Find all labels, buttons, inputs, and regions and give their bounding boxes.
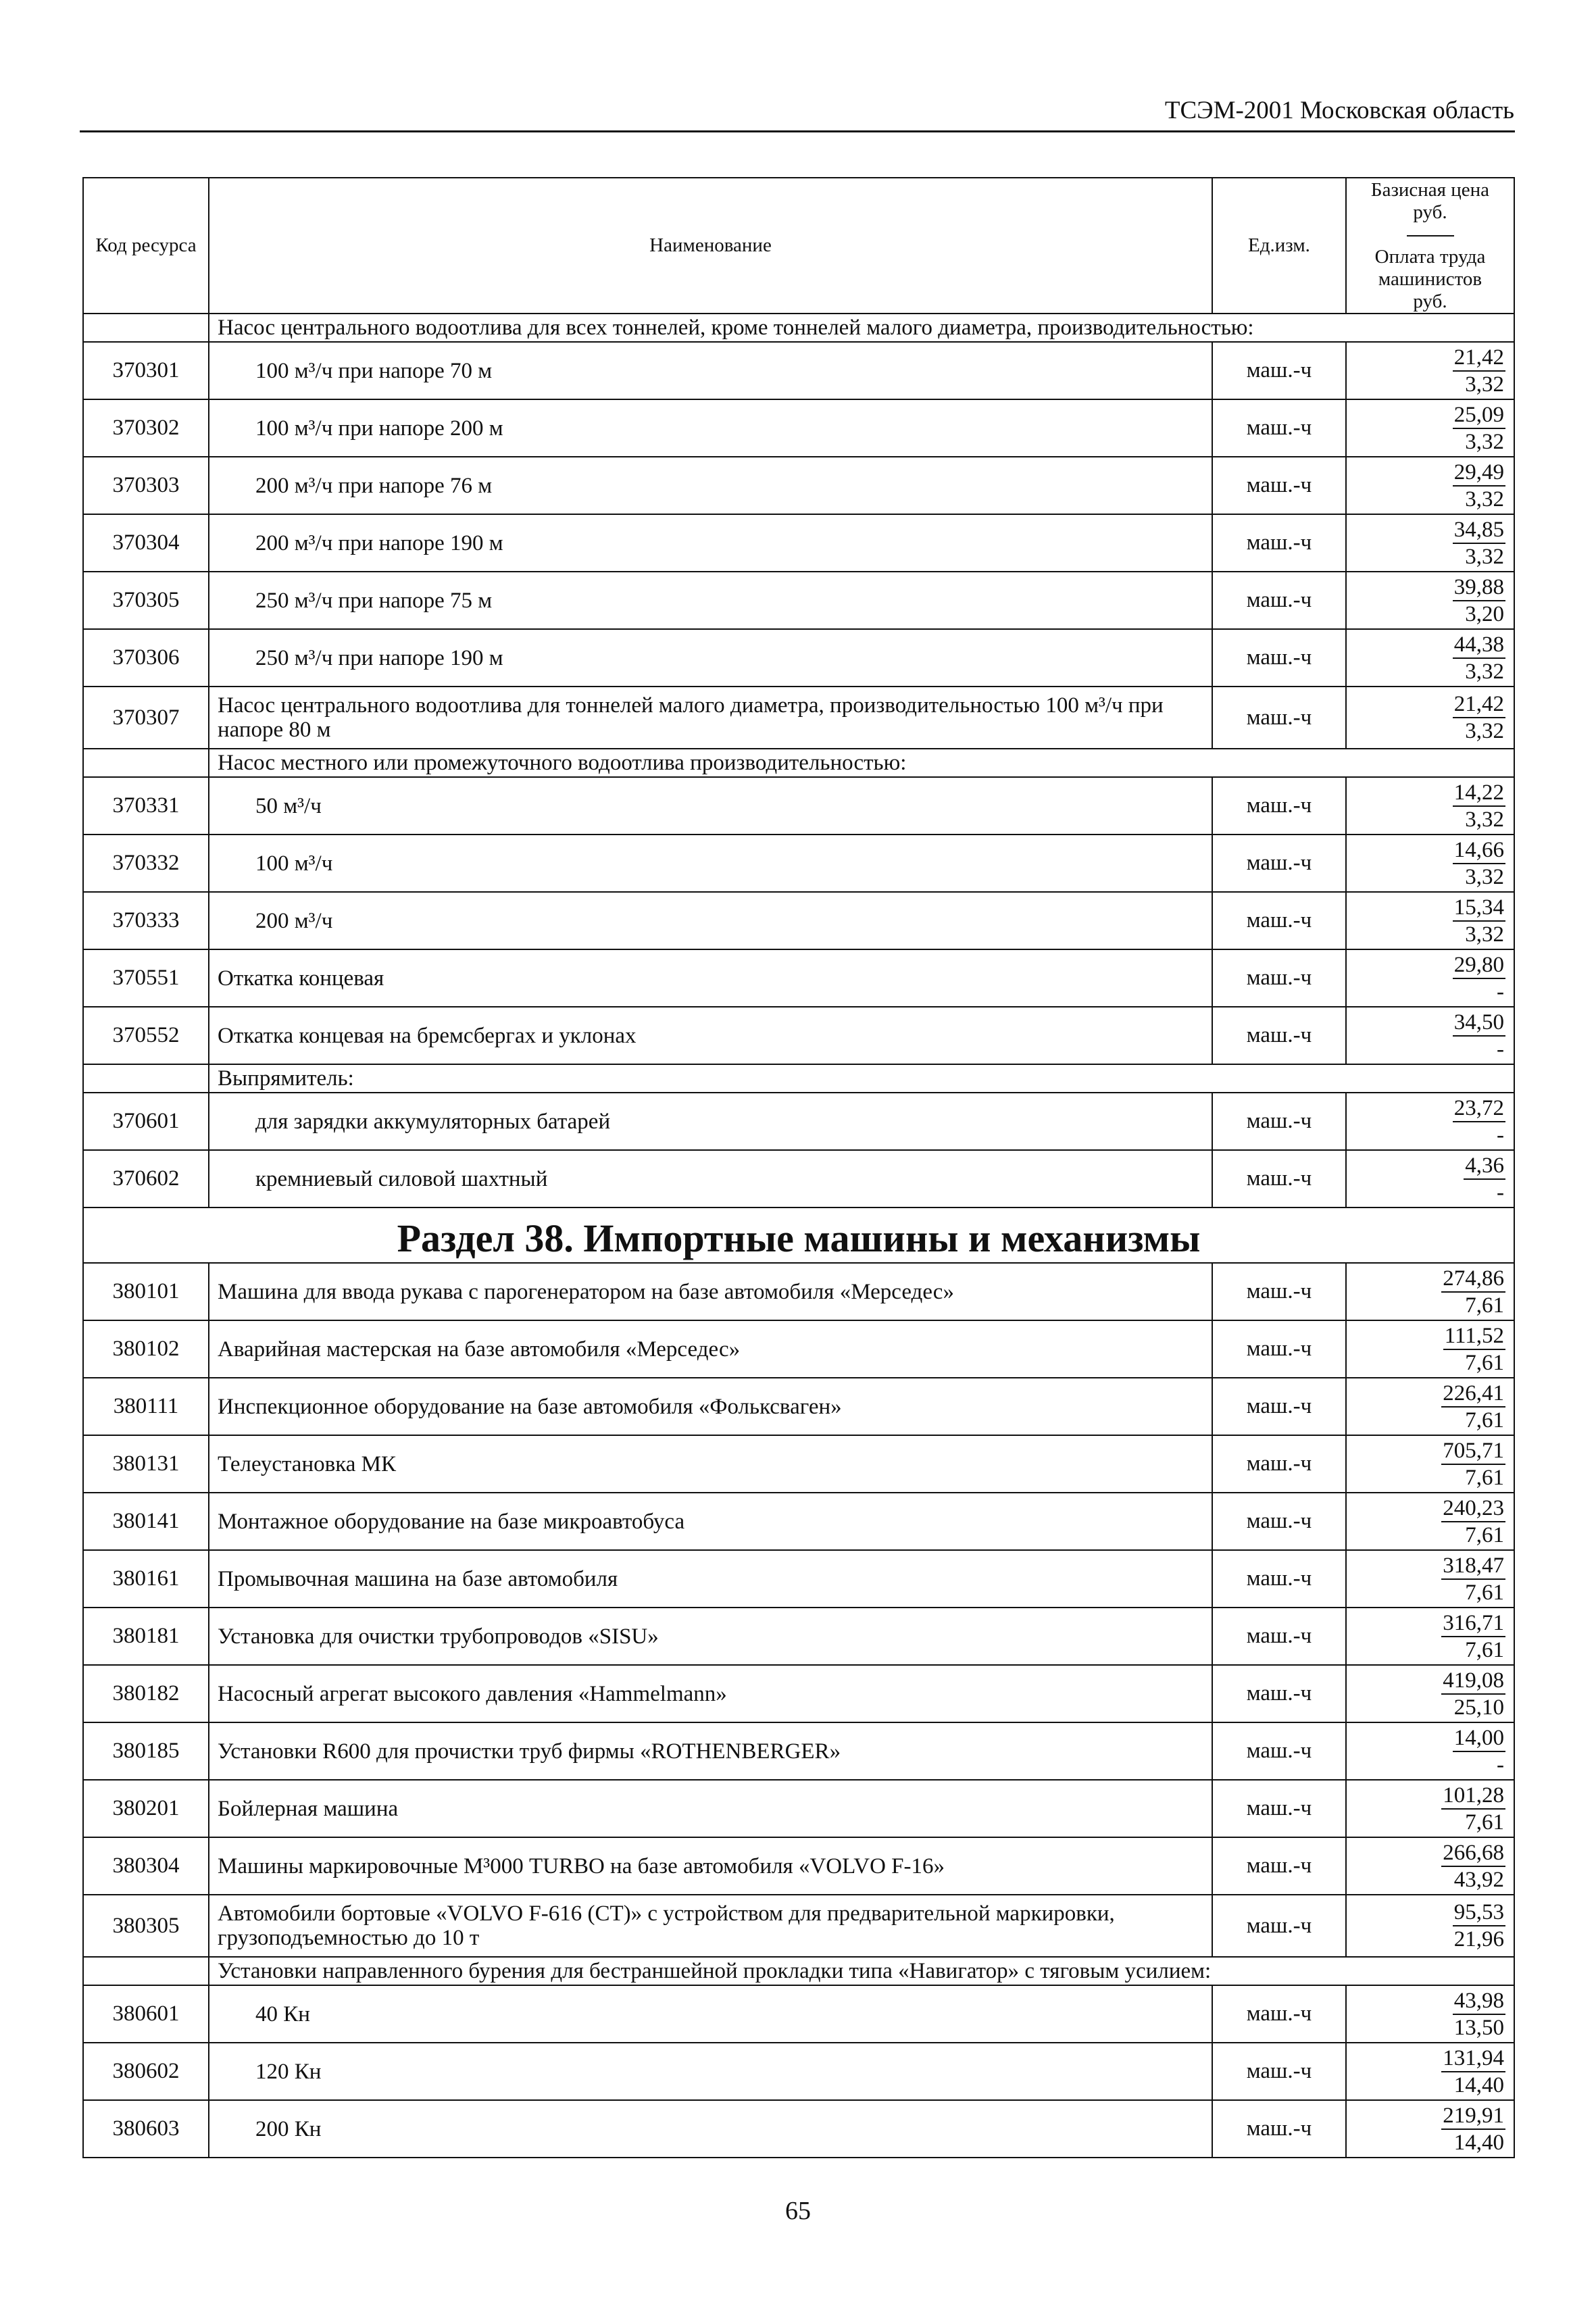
table-row bbox=[83, 1665, 1514, 1722]
table-row bbox=[83, 629, 1514, 687]
resource-code: 370332 bbox=[83, 835, 209, 892]
resource-name: для зарядки аккумуляторных батарей bbox=[209, 1093, 1212, 1150]
resource-code: 370301 bbox=[83, 342, 209, 399]
group-heading: Выпрямитель: bbox=[209, 1064, 1514, 1093]
resource-name: 200 м³/ч при напоре 190 м bbox=[209, 514, 1212, 572]
base-price: 29,80 bbox=[1453, 952, 1505, 979]
unit-of-measure: маш.-ч bbox=[1212, 629, 1346, 687]
base-price: 44,38 bbox=[1453, 632, 1505, 659]
resource-code: 370303 bbox=[83, 457, 209, 514]
operator-wage: 25,10 bbox=[1453, 1695, 1504, 1720]
unit-of-measure: маш.-ч bbox=[1212, 1150, 1346, 1208]
price-fraction bbox=[1453, 895, 1505, 947]
price-cell bbox=[1346, 835, 1514, 892]
resource-code: 380182 bbox=[83, 1665, 209, 1722]
price-cell bbox=[1346, 2100, 1514, 2158]
resource-name: Насос центрального водоотлива для тоннелей малого диаметра, производительностью 100 м³/ч при напоре 80 м bbox=[209, 687, 1212, 749]
unit-of-measure: маш.-ч bbox=[1212, 949, 1346, 1007]
table-row bbox=[83, 399, 1514, 457]
group-code-cell bbox=[83, 1064, 209, 1093]
base-price: 266,68 bbox=[1441, 1840, 1505, 1867]
resource-code: 380111 bbox=[83, 1378, 209, 1435]
operator-wage: 3,20 bbox=[1465, 601, 1504, 626]
resource-code: 370551 bbox=[83, 949, 209, 1007]
resource-name: Машины маркировочные М³000 TURBO на базе автомобиля «VOLVO F-16» bbox=[209, 1837, 1212, 1895]
unit-of-measure: маш.-ч bbox=[1212, 1320, 1346, 1378]
base-price: 21,42 bbox=[1453, 345, 1505, 372]
unit-of-measure: маш.-ч bbox=[1212, 687, 1346, 749]
price-fraction bbox=[1453, 345, 1505, 397]
group-heading-row bbox=[83, 1957, 1514, 1985]
column-header-code: Код ресурса bbox=[83, 178, 209, 314]
operator-wage: 14,40 bbox=[1453, 2072, 1504, 2097]
group-heading: Насос центрального водоотлива для всех тоннелей, кроме тоннелей малого диаметра, производительностью: bbox=[209, 314, 1514, 342]
base-price: 316,71 bbox=[1441, 1610, 1505, 1637]
price-cell bbox=[1346, 457, 1514, 514]
resource-name: 40 Кн bbox=[209, 1985, 1212, 2043]
operator-wage: 3,32 bbox=[1465, 807, 1504, 832]
price-fraction bbox=[1453, 1725, 1505, 1778]
price-fraction bbox=[1453, 574, 1505, 627]
group-code-cell bbox=[83, 314, 209, 342]
resource-code: 380304 bbox=[83, 1837, 209, 1895]
operator-wage: - bbox=[1497, 1180, 1504, 1205]
resource-code: 380201 bbox=[83, 1780, 209, 1837]
resource-name: 200 м³/ч при напоре 76 м bbox=[209, 457, 1212, 514]
operator-wage: 3,32 bbox=[1465, 922, 1504, 947]
table-row bbox=[83, 1780, 1514, 1837]
base-price: 23,72 bbox=[1453, 1095, 1505, 1122]
resource-name: кремниевый силовой шахтный bbox=[209, 1150, 1212, 1208]
price-fraction bbox=[1453, 402, 1505, 455]
price-table bbox=[82, 177, 1515, 2158]
resource-code: 370333 bbox=[83, 892, 209, 949]
operator-wage: 3,32 bbox=[1465, 544, 1504, 569]
price-cell bbox=[1346, 1985, 1514, 2043]
unit-of-measure: маш.-ч bbox=[1212, 1550, 1346, 1608]
operator-wage: 7,61 bbox=[1465, 1637, 1504, 1662]
resource-name: Откатка концевая bbox=[209, 949, 1212, 1007]
base-price: 4,36 bbox=[1464, 1153, 1505, 1180]
table-row bbox=[83, 835, 1514, 892]
operator-wage: 7,61 bbox=[1465, 1522, 1504, 1547]
table-row bbox=[83, 457, 1514, 514]
price-fraction bbox=[1441, 1266, 1505, 1318]
table-row bbox=[83, 1550, 1514, 1608]
column-header-name: Наименование bbox=[209, 178, 1212, 314]
price-cell bbox=[1346, 1093, 1514, 1150]
table-row bbox=[83, 1985, 1514, 2043]
column-header-price bbox=[1346, 178, 1514, 314]
resource-name: Инспекционное оборудование на базе автомобиля «Фольксваген» bbox=[209, 1378, 1212, 1435]
group-heading-row bbox=[83, 314, 1514, 342]
price-fraction bbox=[1453, 1010, 1505, 1062]
price-fraction bbox=[1441, 1610, 1505, 1663]
unit-of-measure: маш.-ч bbox=[1212, 1007, 1346, 1064]
page-number: 65 bbox=[785, 2197, 811, 2225]
operator-wage: 3,32 bbox=[1465, 372, 1504, 397]
unit-of-measure: маш.-ч bbox=[1212, 892, 1346, 949]
operator-wage: - bbox=[1497, 1037, 1504, 1062]
operator-wage: - bbox=[1497, 1752, 1504, 1777]
price-fraction bbox=[1441, 1495, 1505, 1548]
operator-wage: 3,32 bbox=[1465, 864, 1504, 889]
group-code-cell bbox=[83, 749, 209, 777]
resource-name: 100 м³/ч bbox=[209, 835, 1212, 892]
table-row bbox=[83, 1320, 1514, 1378]
price-cell bbox=[1346, 1435, 1514, 1493]
unit-of-measure: маш.-ч bbox=[1212, 457, 1346, 514]
price-fraction bbox=[1441, 1380, 1505, 1433]
price-cell bbox=[1346, 1665, 1514, 1722]
table-row bbox=[83, 687, 1514, 749]
resource-code: 380305 bbox=[83, 1895, 209, 1957]
price-cell bbox=[1346, 514, 1514, 572]
unit-of-measure: маш.-ч bbox=[1212, 514, 1346, 572]
price-cell bbox=[1346, 687, 1514, 749]
price-header-line4: машинистов bbox=[1378, 268, 1482, 290]
base-price: 39,88 bbox=[1453, 574, 1505, 601]
section-heading-row bbox=[83, 1208, 1514, 1263]
unit-of-measure: маш.-ч bbox=[1212, 777, 1346, 835]
resource-code: 380161 bbox=[83, 1550, 209, 1608]
table-row bbox=[83, 1722, 1514, 1780]
price-cell bbox=[1346, 1722, 1514, 1780]
price-fraction bbox=[1453, 1988, 1505, 2041]
price-fraction bbox=[1443, 1323, 1505, 1376]
unit-of-measure: маш.-ч bbox=[1212, 342, 1346, 399]
section-title: Раздел 38. Импортные машины и механизмы bbox=[83, 1208, 1514, 1263]
unit-of-measure: маш.-ч bbox=[1212, 1435, 1346, 1493]
price-fraction bbox=[1453, 780, 1505, 832]
price-cell bbox=[1346, 1263, 1514, 1320]
table-row bbox=[83, 1007, 1514, 1064]
operator-wage: - bbox=[1497, 1122, 1504, 1147]
unit-of-measure: маш.-ч bbox=[1212, 399, 1346, 457]
resource-code: 380603 bbox=[83, 2100, 209, 2158]
table-row bbox=[83, 514, 1514, 572]
price-header-line2: руб. bbox=[1413, 201, 1447, 223]
price-fraction bbox=[1453, 517, 1505, 570]
price-cell bbox=[1346, 342, 1514, 399]
resource-name: Автомобили бортовые «VOLVO F-616 (СТ)» с устройством для предварительной маркировки, грузоподъемностью до 10 т bbox=[209, 1895, 1212, 1957]
resource-name: 200 Кн bbox=[209, 2100, 1212, 2158]
resource-name: 250 м³/ч при напоре 75 м bbox=[209, 572, 1212, 629]
resource-name: Аварийная мастерская на базе автомобиля «Мерседес» bbox=[209, 1320, 1212, 1378]
price-cell bbox=[1346, 1378, 1514, 1435]
base-price: 101,28 bbox=[1441, 1783, 1505, 1810]
resource-code: 380181 bbox=[83, 1608, 209, 1665]
unit-of-measure: маш.-ч bbox=[1212, 2043, 1346, 2100]
resource-code: 380101 bbox=[83, 1263, 209, 1320]
price-fraction bbox=[1453, 837, 1505, 890]
unit-of-measure: маш.-ч bbox=[1212, 1608, 1346, 1665]
price-fraction bbox=[1441, 1553, 1505, 1605]
table-row bbox=[83, 1608, 1514, 1665]
price-fraction bbox=[1441, 2045, 1505, 2098]
header-divider bbox=[80, 130, 1515, 132]
price-fraction bbox=[1441, 1438, 1505, 1491]
price-cell bbox=[1346, 1837, 1514, 1895]
resource-code: 370306 bbox=[83, 629, 209, 687]
price-fraction bbox=[1441, 1840, 1505, 1893]
price-cell bbox=[1346, 1550, 1514, 1608]
group-code-cell bbox=[83, 1957, 209, 1985]
price-cell bbox=[1346, 399, 1514, 457]
table-row bbox=[83, 1150, 1514, 1208]
table-row bbox=[83, 1435, 1514, 1493]
unit-of-measure: маш.-ч bbox=[1212, 1665, 1346, 1722]
price-cell bbox=[1346, 572, 1514, 629]
operator-wage: 7,61 bbox=[1465, 1350, 1504, 1375]
operator-wage: 43,92 bbox=[1453, 1867, 1504, 1892]
resource-code: 370602 bbox=[83, 1150, 209, 1208]
resource-code: 380602 bbox=[83, 2043, 209, 2100]
price-cell bbox=[1346, 1608, 1514, 1665]
resource-code: 370331 bbox=[83, 777, 209, 835]
unit-of-measure: маш.-ч bbox=[1212, 1837, 1346, 1895]
price-fraction bbox=[1453, 459, 1505, 512]
base-price: 226,41 bbox=[1441, 1380, 1505, 1408]
base-price: 274,86 bbox=[1441, 1266, 1505, 1293]
price-header-line1: Базисная цена bbox=[1370, 178, 1490, 201]
base-price: 219,91 bbox=[1441, 2103, 1505, 2130]
price-cell bbox=[1346, 1320, 1514, 1378]
resource-name: Откатка концевая на бремсбергах и уклонах bbox=[209, 1007, 1212, 1064]
operator-wage: 3,32 bbox=[1465, 429, 1504, 454]
operator-wage: 7,61 bbox=[1465, 1408, 1504, 1433]
table-row bbox=[83, 949, 1514, 1007]
resource-name: Установки R600 для прочистки труб фирмы «ROTHENBERGER» bbox=[209, 1722, 1212, 1780]
column-header-unit: Ед.изм. bbox=[1212, 178, 1346, 314]
operator-wage: 7,61 bbox=[1465, 1810, 1504, 1835]
price-fraction bbox=[1453, 952, 1505, 1005]
unit-of-measure: маш.-ч bbox=[1212, 1378, 1346, 1435]
base-price: 25,09 bbox=[1453, 402, 1505, 429]
resource-code: 380131 bbox=[83, 1435, 209, 1493]
operator-wage: 13,50 bbox=[1453, 2015, 1504, 2040]
table-row bbox=[83, 1837, 1514, 1895]
unit-of-measure: маш.-ч bbox=[1212, 1093, 1346, 1150]
price-fraction bbox=[1441, 1668, 1505, 1720]
resource-name: 250 м³/ч при напоре 190 м bbox=[209, 629, 1212, 687]
resource-code: 370305 bbox=[83, 572, 209, 629]
operator-wage: 7,61 bbox=[1465, 1580, 1504, 1605]
price-cell bbox=[1346, 1895, 1514, 1957]
resource-code: 370304 bbox=[83, 514, 209, 572]
operator-wage: 7,61 bbox=[1465, 1293, 1504, 1318]
price-fraction bbox=[1441, 2103, 1505, 2156]
unit-of-measure: маш.-ч bbox=[1212, 1895, 1346, 1957]
unit-of-measure: маш.-ч bbox=[1212, 1493, 1346, 1550]
operator-wage: 7,61 bbox=[1465, 1465, 1504, 1490]
base-price: 705,71 bbox=[1441, 1438, 1505, 1465]
price-cell bbox=[1346, 1150, 1514, 1208]
table-row bbox=[83, 1378, 1514, 1435]
table-row bbox=[83, 777, 1514, 835]
operator-wage: 3,32 bbox=[1465, 487, 1504, 512]
price-cell bbox=[1346, 777, 1514, 835]
resource-name: 100 м³/ч при напоре 200 м bbox=[209, 399, 1212, 457]
price-cell bbox=[1346, 1780, 1514, 1837]
base-price: 240,23 bbox=[1441, 1495, 1505, 1522]
unit-of-measure: маш.-ч bbox=[1212, 1985, 1346, 2043]
base-price: 318,47 bbox=[1441, 1553, 1505, 1580]
table-row bbox=[83, 2043, 1514, 2100]
base-price: 34,50 bbox=[1453, 1010, 1505, 1037]
base-price: 14,66 bbox=[1453, 837, 1505, 864]
resource-name: Телеустановка МК bbox=[209, 1435, 1212, 1493]
operator-wage: 14,40 bbox=[1453, 2130, 1504, 2155]
unit-of-measure: маш.-ч bbox=[1212, 1722, 1346, 1780]
resource-code: 380102 bbox=[83, 1320, 209, 1378]
price-cell bbox=[1346, 949, 1514, 1007]
table-row bbox=[83, 892, 1514, 949]
unit-of-measure: маш.-ч bbox=[1212, 572, 1346, 629]
operator-wage: 3,32 bbox=[1465, 719, 1504, 743]
group-heading: Насос местного или промежуточного водоотлива производительностью: bbox=[209, 749, 1514, 777]
resource-name: 50 м³/ч bbox=[209, 777, 1212, 835]
resource-code: 370552 bbox=[83, 1007, 209, 1064]
price-cell bbox=[1346, 2043, 1514, 2100]
base-price: 419,08 bbox=[1441, 1668, 1505, 1695]
table-header-row bbox=[83, 178, 1514, 314]
price-fraction bbox=[1441, 1783, 1505, 1835]
price-cell bbox=[1346, 892, 1514, 949]
price-fraction bbox=[1453, 1095, 1505, 1148]
unit-of-measure: маш.-ч bbox=[1212, 835, 1346, 892]
price-fraction bbox=[1453, 1899, 1505, 1952]
base-price: 14,22 bbox=[1453, 780, 1505, 807]
unit-of-measure: маш.-ч bbox=[1212, 2100, 1346, 2158]
operator-wage: - bbox=[1497, 979, 1504, 1004]
base-price: 95,53 bbox=[1453, 1899, 1505, 1926]
document-header-title: ТСЭМ-2001 Московская область bbox=[1164, 97, 1514, 124]
price-header-line5: руб. bbox=[1413, 290, 1447, 312]
resource-name: Промывочная машина на базе автомобиля bbox=[209, 1550, 1212, 1608]
resource-code: 380141 bbox=[83, 1493, 209, 1550]
price-cell bbox=[1346, 1493, 1514, 1550]
table-row bbox=[83, 572, 1514, 629]
table-row bbox=[83, 1493, 1514, 1550]
resource-code: 380601 bbox=[83, 1985, 209, 2043]
base-price: 15,34 bbox=[1453, 895, 1505, 922]
price-fraction bbox=[1453, 632, 1505, 684]
base-price: 14,00 bbox=[1453, 1725, 1505, 1752]
resource-name: 100 м³/ч при напоре 70 м bbox=[209, 342, 1212, 399]
resource-name: Установка для очистки трубопроводов «SISU» bbox=[209, 1608, 1212, 1665]
base-price: 111,52 bbox=[1443, 1323, 1505, 1350]
unit-of-measure: маш.-ч bbox=[1212, 1780, 1346, 1837]
resource-name: Машина для ввода рукава с парогенератором на базе автомобиля «Мерседес» bbox=[209, 1263, 1212, 1320]
group-heading: Установки направленного бурения для бестраншейной прокладки типа «Навигатор» с тяговым усилием: bbox=[209, 1957, 1514, 1985]
price-header-line3: Оплата труда bbox=[1374, 245, 1486, 268]
resource-name: 120 Кн bbox=[209, 2043, 1212, 2100]
base-price: 43,98 bbox=[1453, 1988, 1505, 2015]
resource-name: 200 м³/ч bbox=[209, 892, 1212, 949]
resource-code: 380185 bbox=[83, 1722, 209, 1780]
price-fraction bbox=[1464, 1153, 1505, 1205]
resource-code: 370601 bbox=[83, 1093, 209, 1150]
base-price: 21,42 bbox=[1453, 691, 1505, 718]
group-heading-row bbox=[83, 749, 1514, 777]
resource-code: 370307 bbox=[83, 687, 209, 749]
table-row bbox=[83, 342, 1514, 399]
base-price: 131,94 bbox=[1441, 2045, 1505, 2072]
operator-wage: 3,32 bbox=[1465, 659, 1504, 684]
table-row bbox=[83, 1093, 1514, 1150]
resource-code: 370302 bbox=[83, 399, 209, 457]
base-price: 29,49 bbox=[1453, 459, 1505, 487]
group-heading-row bbox=[83, 1064, 1514, 1093]
table-row bbox=[83, 1263, 1514, 1320]
price-fraction bbox=[1453, 691, 1505, 744]
resource-name: Насосный агрегат высокого давления «Hammelmann» bbox=[209, 1665, 1212, 1722]
operator-wage: 21,96 bbox=[1453, 1927, 1504, 1951]
resource-name: Монтажное оборудование на базе микроавтобуса bbox=[209, 1493, 1212, 1550]
price-cell bbox=[1346, 629, 1514, 687]
price-header-divider bbox=[1407, 235, 1454, 239]
price-cell bbox=[1346, 1007, 1514, 1064]
table-row bbox=[83, 1895, 1514, 1957]
table-row bbox=[83, 2100, 1514, 2158]
resource-name: Бойлерная машина bbox=[209, 1780, 1212, 1837]
unit-of-measure: маш.-ч bbox=[1212, 1263, 1346, 1320]
base-price: 34,85 bbox=[1453, 517, 1505, 544]
